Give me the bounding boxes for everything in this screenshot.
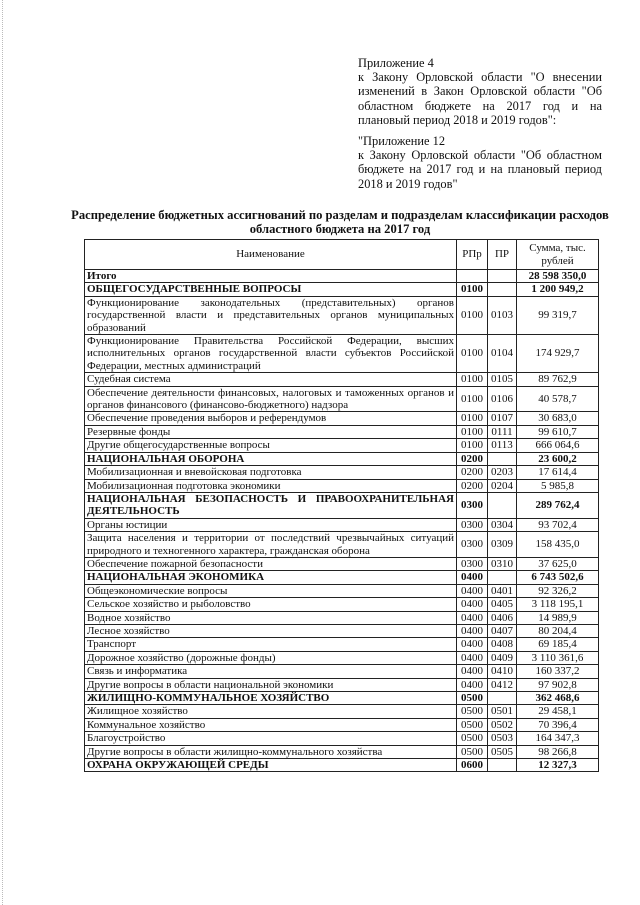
table-row — [85, 532, 599, 558]
row-amount: 23 600,2 — [517, 452, 599, 465]
row-name: Обеспечение пожарной безопасности — [85, 557, 457, 570]
row-subsection-code: 0111 — [488, 425, 517, 438]
table-row — [85, 584, 599, 597]
row-section-code: 0100 — [457, 425, 488, 438]
row-amount: 92 326,2 — [517, 584, 599, 597]
row-subsection-code — [488, 759, 517, 772]
row-name: Дорожное хозяйство (дорожные фонды) — [85, 651, 457, 664]
row-amount: 40 578,7 — [517, 386, 599, 412]
row-subsection-code: 0113 — [488, 439, 517, 452]
row-section-code: 0400 — [457, 638, 488, 651]
row-amount: 3 110 361,6 — [517, 651, 599, 664]
table-row — [85, 598, 599, 611]
row-amount: 164 347,3 — [517, 732, 599, 745]
table-row — [85, 638, 599, 651]
row-section-code: 0100 — [457, 386, 488, 412]
table-row — [85, 283, 599, 296]
row-amount: 93 702,4 — [517, 518, 599, 531]
row-name: ОБЩЕГОСУДАРСТВЕННЫЕ ВОПРОСЫ — [85, 283, 457, 296]
table-row — [85, 692, 599, 705]
table-row — [85, 452, 599, 465]
table-row — [85, 759, 599, 772]
row-section-code: 0100 — [457, 373, 488, 386]
row-section-code: 0400 — [457, 624, 488, 637]
row-name: Транспорт — [85, 638, 457, 651]
row-subsection-code: 0412 — [488, 678, 517, 691]
row-section-code: 0300 — [457, 492, 488, 518]
row-section-code: 0200 — [457, 479, 488, 492]
row-name: Другие общегосударственные вопросы — [85, 439, 457, 452]
row-subsection-code — [488, 452, 517, 465]
row-subsection-code: 0505 — [488, 745, 517, 758]
row-section-code: 0100 — [457, 335, 488, 373]
row-name: Благоустройство — [85, 732, 457, 745]
row-subsection-code: 0502 — [488, 718, 517, 731]
row-subsection-code: 0106 — [488, 386, 517, 412]
row-subsection-code: 0309 — [488, 532, 517, 558]
appendix-number-original: "Приложение 12 — [358, 134, 446, 149]
row-subsection-code — [488, 270, 517, 283]
row-subsection-code — [488, 492, 517, 518]
row-section-code: 0300 — [457, 557, 488, 570]
row-name: ЖИЛИЩНО-КОММУНАЛЬНОЕ ХОЗЯЙСТВО — [85, 692, 457, 705]
row-amount: 362 468,6 — [517, 692, 599, 705]
row-subsection-code — [488, 692, 517, 705]
row-name: Жилищное хозяйство — [85, 705, 457, 718]
row-subsection-code: 0408 — [488, 638, 517, 651]
table-row — [85, 479, 599, 492]
table-row — [85, 425, 599, 438]
row-name: Связь и информатика — [85, 665, 457, 678]
row-name: ОХРАНА ОКРУЖАЮЩЕЙ СРЕДЫ — [85, 759, 457, 772]
row-amount: 80 204,4 — [517, 624, 599, 637]
budget-table — [84, 239, 599, 772]
row-section-code: 0100 — [457, 439, 488, 452]
table-row — [85, 705, 599, 718]
row-amount: 29 458,1 — [517, 705, 599, 718]
row-subsection-code: 0409 — [488, 651, 517, 664]
row-subsection-code: 0304 — [488, 518, 517, 531]
column-header-sum: Сумма, тыс. рублей — [517, 240, 599, 270]
scan-edge — [2, 0, 7, 905]
row-section-code: 0300 — [457, 518, 488, 531]
row-name: Судебная система — [85, 373, 457, 386]
row-subsection-code: 0310 — [488, 557, 517, 570]
row-name: Функционирование законодательных (представительных) органов государственной власти и представительных органов муниципальных образований — [85, 296, 457, 334]
row-name: Обеспечение деятельности финансовых, налоговых и таможенных органов и органов финансового (финансово-бюджетного) надзора — [85, 386, 457, 412]
row-name: Органы юстиции — [85, 518, 457, 531]
row-amount: 14 989,9 — [517, 611, 599, 624]
row-name: Другие вопросы в области жилищно-коммунального хозяйства — [85, 745, 457, 758]
row-name: НАЦИОНАЛЬНАЯ ОБОРОНА — [85, 452, 457, 465]
row-name: Мобилизационная подготовка экономики — [85, 479, 457, 492]
table-row — [85, 373, 599, 386]
row-amount: 98 266,8 — [517, 745, 599, 758]
table-row — [85, 386, 599, 412]
row-section-code — [457, 270, 488, 283]
row-section-code: 0300 — [457, 532, 488, 558]
row-subsection-code: 0401 — [488, 584, 517, 597]
row-section-code: 0400 — [457, 571, 488, 584]
row-section-code: 0400 — [457, 651, 488, 664]
table-row — [85, 571, 599, 584]
row-section-code: 0500 — [457, 745, 488, 758]
row-subsection-code: 0107 — [488, 412, 517, 425]
row-section-code: 0500 — [457, 692, 488, 705]
table-row — [85, 335, 599, 373]
column-header-name: Наименование — [85, 240, 457, 270]
table-row — [85, 412, 599, 425]
row-section-code: 0600 — [457, 759, 488, 772]
appendix-number: Приложение 4 — [358, 56, 434, 70]
row-section-code: 0500 — [457, 732, 488, 745]
row-name: Защита населения и территории от последствий чрезвычайных ситуаций природного и техногенного характера, гражданская оборона — [85, 532, 457, 558]
table-row — [85, 466, 599, 479]
row-subsection-code: 0104 — [488, 335, 517, 373]
row-subsection-code — [488, 571, 517, 584]
row-name: Общеэкономические вопросы — [85, 584, 457, 597]
row-amount: 158 435,0 — [517, 532, 599, 558]
row-amount: 99 610,7 — [517, 425, 599, 438]
row-section-code: 0500 — [457, 705, 488, 718]
row-name: Сельское хозяйство и рыболовство — [85, 598, 457, 611]
row-name: Итого — [85, 270, 457, 283]
row-amount: 5 985,8 — [517, 479, 599, 492]
appendix-law-reference: к Закону Орловской области "О внесении изменений в Закон Орловской области "Об областном бюджете на 2017 год и на плановый период 2018 и 2019 годов": — [358, 70, 602, 127]
row-amount: 89 762,9 — [517, 373, 599, 386]
row-subsection-code: 0405 — [488, 598, 517, 611]
row-name: НАЦИОНАЛЬНАЯ БЕЗОПАСНОСТЬ И ПРАВООХРАНИТЕЛЬНАЯ ДЕЯТЕЛЬНОСТЬ — [85, 492, 457, 518]
row-amount: 160 337,2 — [517, 665, 599, 678]
row-section-code: 0400 — [457, 665, 488, 678]
row-amount: 6 743 502,6 — [517, 571, 599, 584]
table-row — [85, 611, 599, 624]
row-name: Мобилизационная и вневойсковая подготовка — [85, 466, 457, 479]
table-row — [85, 745, 599, 758]
table-row — [85, 718, 599, 731]
row-section-code: 0200 — [457, 452, 488, 465]
table-row — [85, 665, 599, 678]
row-name: Обеспечение проведения выборов и референдумов — [85, 412, 457, 425]
row-name: Лесное хозяйство — [85, 624, 457, 637]
row-amount: 99 319,7 — [517, 296, 599, 334]
table-row — [85, 439, 599, 452]
row-subsection-code: 0103 — [488, 296, 517, 334]
row-amount: 30 683,0 — [517, 412, 599, 425]
row-name: Другие вопросы в области национальной экономики — [85, 678, 457, 691]
row-subsection-code: 0501 — [488, 705, 517, 718]
row-amount: 289 762,4 — [517, 492, 599, 518]
row-subsection-code — [488, 283, 517, 296]
column-header-rpr: РПр — [457, 240, 488, 270]
row-amount: 70 396,4 — [517, 718, 599, 731]
row-section-code: 0400 — [457, 611, 488, 624]
row-amount: 28 598 350,0 — [517, 270, 599, 283]
appendix-law-original: к Закону Орловской области "Об областном бюджете на 2017 год и на плановый период 2018 и 2019 годов" — [358, 148, 602, 191]
row-subsection-code: 0503 — [488, 732, 517, 745]
row-name: Коммунальное хозяйство — [85, 718, 457, 731]
document-title: Распределение бюджетных ассигнований по разделам и подразделам классификации расходов областного бюджета на 2017 год — [71, 208, 609, 236]
row-amount: 17 614,4 — [517, 466, 599, 479]
row-subsection-code: 0410 — [488, 665, 517, 678]
table-row — [85, 492, 599, 518]
table-row — [85, 270, 599, 283]
table-row — [85, 296, 599, 334]
row-subsection-code: 0105 — [488, 373, 517, 386]
table-row — [85, 518, 599, 531]
row-section-code: 0100 — [457, 283, 488, 296]
row-section-code: 0400 — [457, 584, 488, 597]
table-row — [85, 624, 599, 637]
row-amount: 666 064,6 — [517, 439, 599, 452]
row-subsection-code: 0407 — [488, 624, 517, 637]
table-row — [85, 678, 599, 691]
row-section-code: 0100 — [457, 296, 488, 334]
table-row — [85, 651, 599, 664]
row-subsection-code: 0204 — [488, 479, 517, 492]
row-amount: 3 118 195,1 — [517, 598, 599, 611]
row-name: НАЦИОНАЛЬНАЯ ЭКОНОМИКА — [85, 571, 457, 584]
row-section-code: 0400 — [457, 598, 488, 611]
row-amount: 1 200 949,2 — [517, 283, 599, 296]
appendix-block — [358, 56, 602, 191]
row-amount: 12 327,3 — [517, 759, 599, 772]
row-section-code: 0100 — [457, 412, 488, 425]
row-subsection-code: 0203 — [488, 466, 517, 479]
row-name: Функционирование Правительства Российской Федерации, высших исполнительных органов государственной власти субъектов Российской Федерации, местных администраций — [85, 335, 457, 373]
table-row — [85, 732, 599, 745]
row-section-code: 0200 — [457, 466, 488, 479]
row-amount: 37 625,0 — [517, 557, 599, 570]
row-amount: 69 185,4 — [517, 638, 599, 651]
row-amount: 97 902,8 — [517, 678, 599, 691]
column-header-pr: ПР — [488, 240, 517, 270]
row-section-code: 0500 — [457, 718, 488, 731]
row-name: Водное хозяйство — [85, 611, 457, 624]
table-row — [85, 557, 599, 570]
row-section-code: 0400 — [457, 678, 488, 691]
row-subsection-code: 0406 — [488, 611, 517, 624]
row-name: Резервные фонды — [85, 425, 457, 438]
row-amount: 174 929,7 — [517, 335, 599, 373]
